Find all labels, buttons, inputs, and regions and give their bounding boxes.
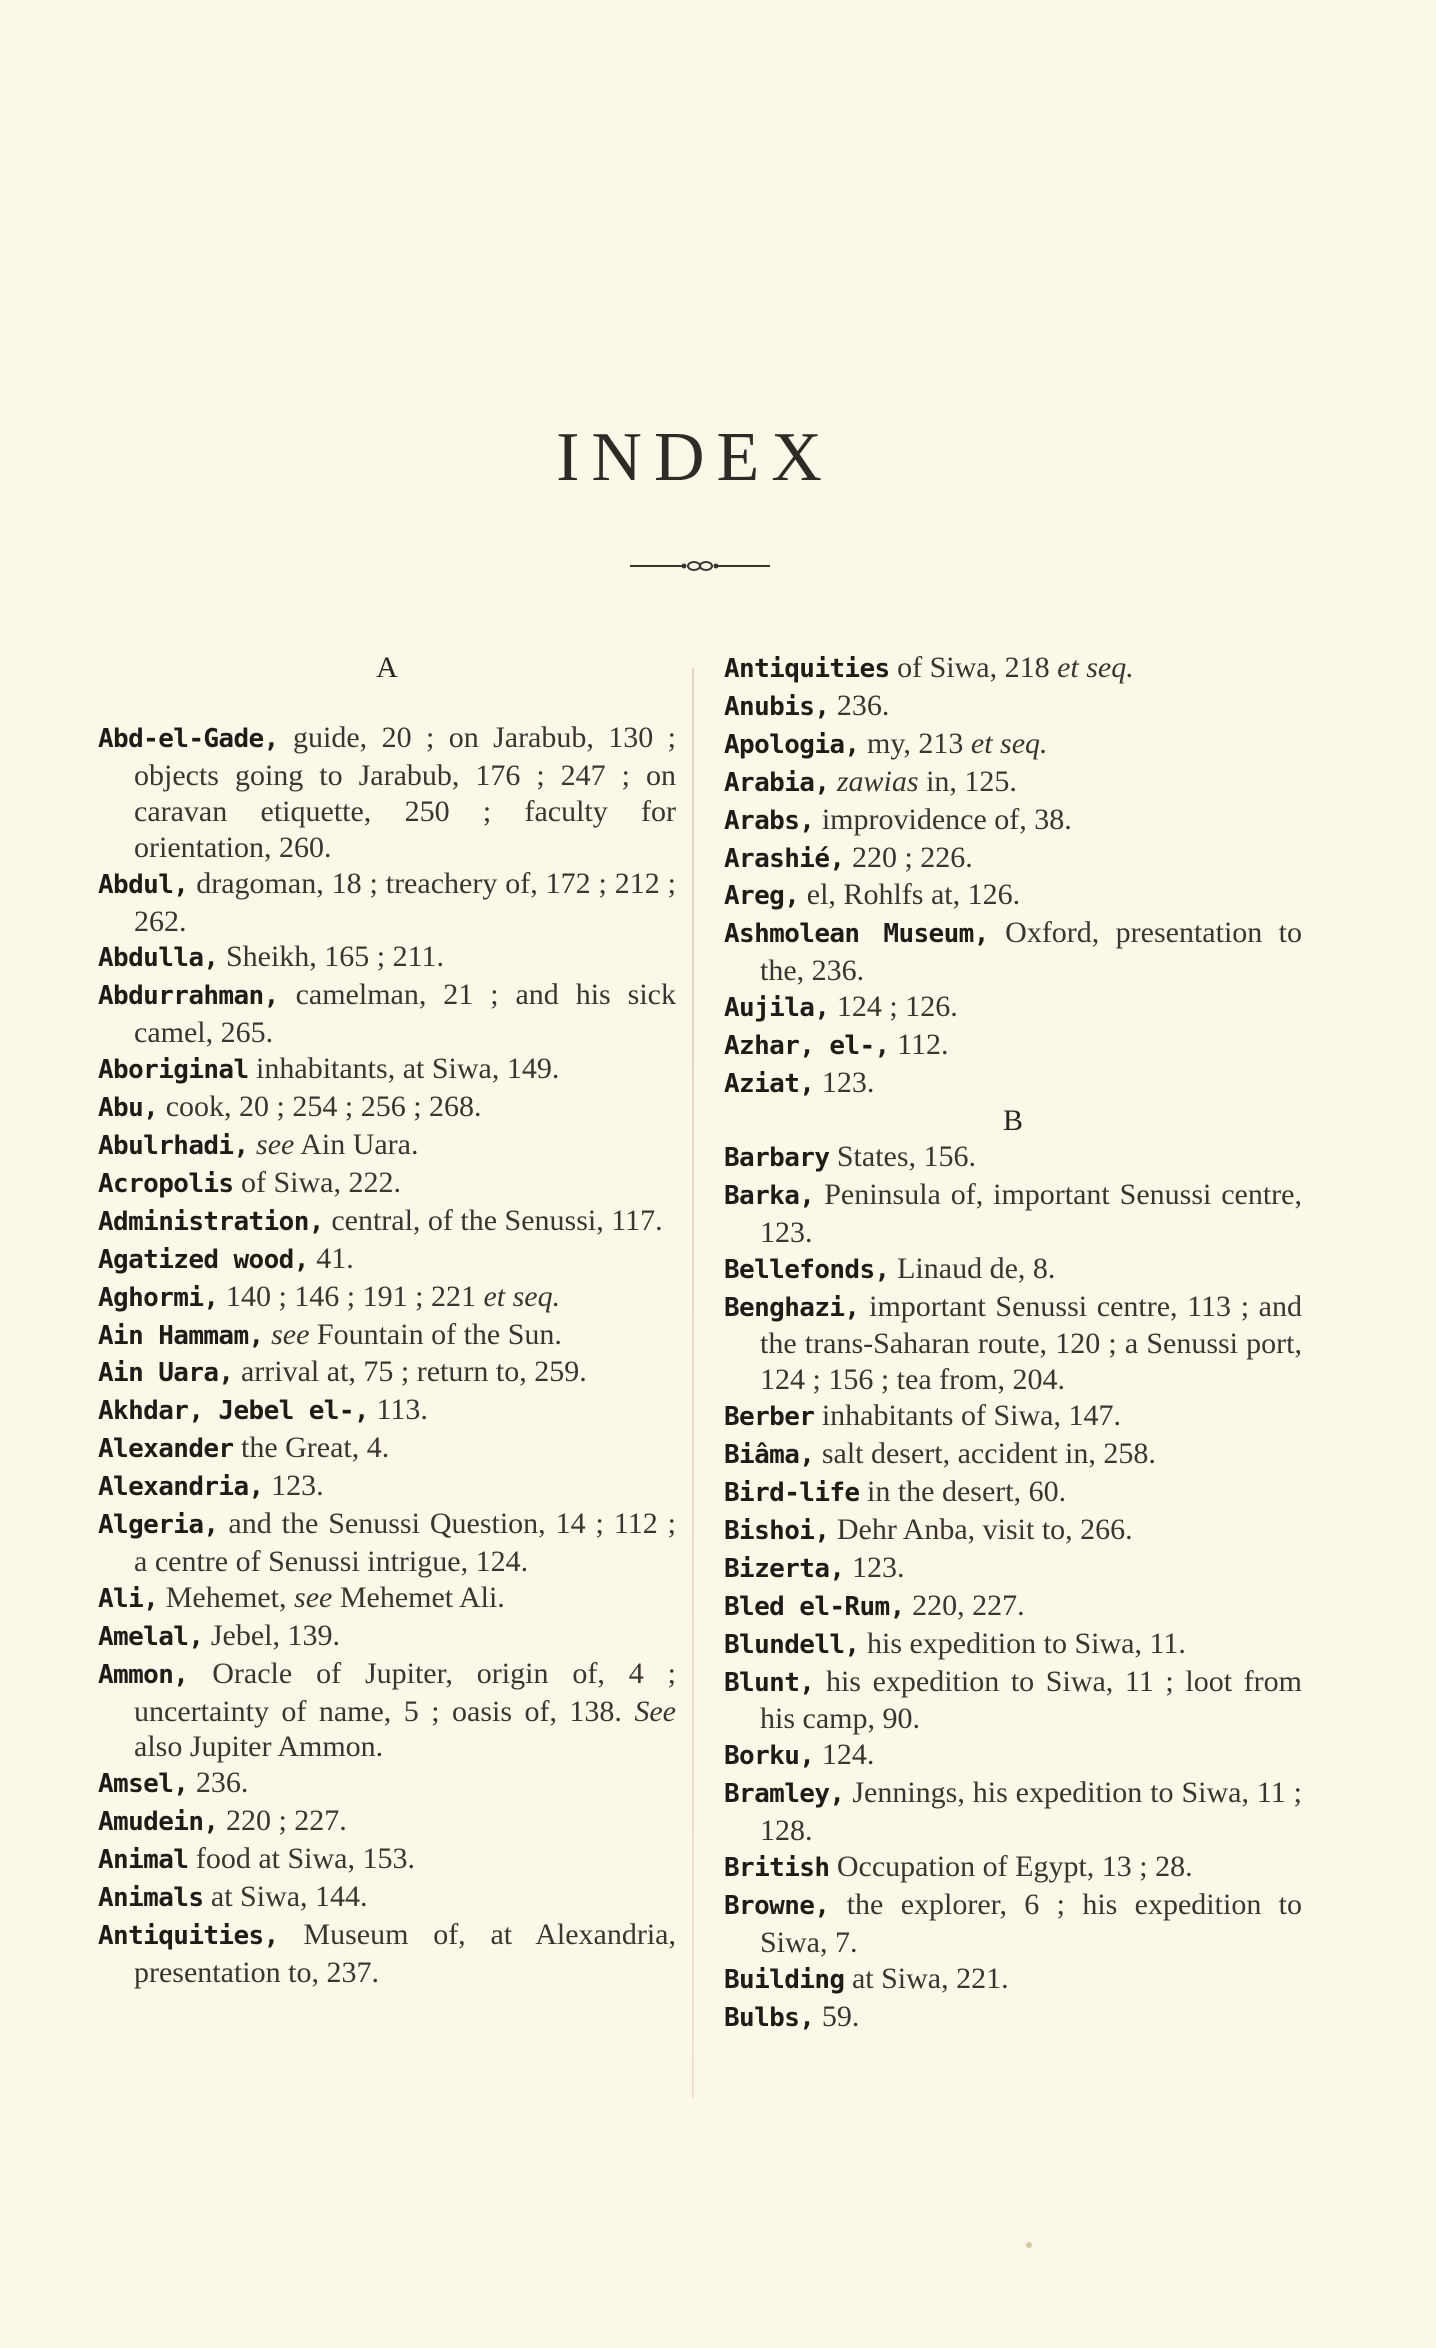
entry-text: 140 ; 146 ; 191 ; 221 [218,1279,484,1313]
entry-headword: Alexandria, [98,1472,264,1503]
entry-text: at Siwa, 144. [203,1880,368,1914]
entry-headword: Amelal, [98,1621,204,1652]
index-entry [98,720,676,866]
entry-headword: Bizerta, [724,1553,845,1584]
entry-text: 220 ; 226. [844,840,973,874]
entry-text: 236. [188,1766,249,1800]
entry-text [264,1318,272,1351]
index-entry [724,1474,1302,1512]
index-entry [98,1354,676,1392]
entry-headword: Aboriginal [98,1055,249,1086]
entry-text: inhabitants of Siwa, 147. [814,1399,1121,1433]
entry-text: salt desert, accident in, 258. [814,1437,1156,1471]
entry-headword: Abu, [98,1093,159,1124]
index-entry [98,1468,676,1506]
entry-text: important Senussi centre, 113 ; and the trans-Saharan route, 120 ; a Senussi port, 124 ; 156 ; tea from, 204. [760,1289,1302,1397]
index-entry [98,1089,676,1127]
entry-text: 112. [889,1028,949,1062]
entry-text: my, 213 [859,726,971,760]
entry-text: Linaud de, 8. [889,1251,1056,1285]
index-entry [98,1317,676,1355]
page-title: INDEX [556,419,834,496]
index-entries-b [724,1139,1302,2037]
entry-text: food at Siwa, 153. [188,1842,415,1876]
entry-headword: Ashmolean Museum, [724,919,989,950]
index-entry [724,802,1302,840]
entry-headword: Ammon, [98,1659,189,1690]
entry-headword: Arabs, [724,805,815,836]
entry-text: 236. [829,688,890,722]
index-entry [98,939,676,977]
entry-text: Fountain of the Sun. [309,1317,562,1351]
entry-text: 113. [368,1393,428,1427]
entry-text: States, 156. [829,1139,977,1173]
index-entry [724,1775,1302,1849]
index-entry [98,1279,676,1317]
entry-text: 124. [814,1738,875,1772]
entry-headword: Alexander [98,1434,234,1465]
section-letter-b: B [1002,1103,1023,1137]
index-entry [98,1656,676,1766]
index-entry [724,1289,1302,1399]
entry-text: el, Rohlfs at, 126. [799,878,1021,912]
entry-text: also Jupiter Ammon. [134,1730,384,1764]
index-entry [724,1550,1302,1588]
entry-text: inhabitants, at Siwa, 149. [248,1052,560,1086]
column-divider [692,668,694,2098]
index-entry [98,1879,676,1917]
entry-headword: Ain Hammam, [98,1320,264,1351]
entry-headword: Ali, [98,1583,159,1614]
entry-headword: Akhdar, Jebel el-, [98,1396,369,1427]
entry-text: Ain Uara. [294,1127,419,1161]
index-entry [98,1392,676,1430]
entry-headword: Bird-life [724,1478,860,1509]
entry-italic: zawias [836,764,919,798]
index-entry [98,1580,676,1618]
entry-headword: Bramley, [724,1779,845,1810]
index-entry [724,1961,1302,1999]
entry-headword: Agatized wood, [98,1244,309,1275]
index-entry [724,1398,1302,1436]
left-column [98,650,676,1991]
index-entry [724,1664,1302,1738]
entry-text: 220 ; 227. [218,1804,347,1838]
entry-headword: Azhar, el-, [724,1031,890,1062]
entry-text: 123. [263,1469,324,1503]
index-entry [98,1127,676,1165]
entry-headword: Abd-el-Gade, [98,724,279,754]
index-entry [98,1765,676,1803]
entry-headword: Barka, [724,1180,815,1211]
entry-text [249,1128,257,1161]
entry-italic: et seq. [1057,651,1134,684]
index-entry [724,1177,1302,1251]
entry-headword: Benghazi, [724,1292,860,1323]
paper-speck [1026,2242,1032,2248]
entry-headword: Algeria, [98,1510,219,1541]
entry-text: 124 ; 126. [829,990,958,1024]
index-entry [724,989,1302,1027]
entry-italic: See [634,1694,676,1728]
entry-text: Sheikh, 165 ; 211. [218,940,444,974]
entry-headword: Animals [98,1883,204,1914]
entry-headword: Borku, [724,1741,815,1772]
entry-headword: Amudein, [98,1807,219,1838]
entry-text: Mehemet Ali. [332,1580,505,1614]
entry-headword: Administration, [98,1206,324,1237]
entry-headword: Barbary [724,1142,830,1173]
entry-text: Mehemet, [158,1580,295,1614]
entry-headword: Biâma, [724,1440,815,1471]
entry-text: 41. [308,1241,354,1275]
index-entry [724,1849,1302,1887]
entry-text: camelman, 21 ; and his sick camel, 265. [134,978,676,1050]
entry-headword: Blunt, [724,1667,815,1698]
index-entry [724,688,1302,726]
right-column [724,650,1302,2037]
index-entry [98,1165,676,1203]
entry-text: Oracle of Jupiter, origin of, 4 ; uncertainty of name, 5 ; oasis of, 138. [134,1656,676,1728]
entry-text: the explorer, 6 ; his expedition to Siwa, 7. [760,1888,1302,1959]
index-entry [724,1512,1302,1550]
index-entry [724,726,1302,764]
index-entry [724,650,1302,688]
entry-text: in, 125. [918,764,1017,798]
index-entry [724,840,1302,878]
index-entry [724,1139,1302,1177]
entry-text: Oxford, presentation to the, 236. [760,916,1302,988]
index-entry [724,1887,1302,1961]
entry-headword: Acropolis [98,1168,234,1199]
entry-text: his expedition to Siwa, 11 ; loot from his camp, 90. [760,1664,1302,1736]
entry-text: cook, 20 ; 254 ; 256 ; 268. [158,1090,482,1124]
index-entry [724,764,1302,802]
entry-text: in the desert, 60. [859,1475,1067,1509]
entry-text: improvidence of, 38. [814,802,1072,836]
entry-headword: Aziat, [724,1068,815,1099]
entry-text: and the Senussi Question, 14 ; 112 ; a centre of Senussi intrigue, 124. [134,1507,676,1578]
entry-headword: Bulbs, [724,2002,815,2033]
entry-text: Jebel, 139. [203,1618,341,1652]
entry-text: his expedition to Siwa, 11. [859,1626,1186,1660]
entry-text: Jennings, his expedition to Siwa, 11 ; 128. [760,1776,1302,1848]
index-entry [724,915,1302,989]
entry-text: 220, 227. [904,1588,1025,1622]
index-entry [724,1436,1302,1474]
entry-headword: Arabia, [724,767,830,798]
entry-headword: Bellefonds, [724,1254,890,1285]
entry-text: 123. [844,1550,905,1584]
entry-headword: Bishoi, [724,1515,830,1546]
entry-text: 59. [814,1999,860,2033]
entry-headword: Amsel, [98,1769,189,1800]
entry-text: Dehr Anba, visit to, 266. [829,1512,1133,1546]
entry-headword: Antiquities, [98,1921,279,1951]
entry-text: of Siwa, 218 [889,651,1058,684]
ornamental-rule-icon [630,558,770,574]
entry-text: Peninsula of, important Senussi centre, 123. [760,1177,1302,1249]
entry-text: Museum of, at Alexandria, presentation to, 237. [134,1918,676,1989]
entry-text: central, of the Senussi, 117. [323,1203,663,1237]
entry-text: the Great, 4. [233,1431,390,1465]
index-entry [724,1737,1302,1775]
index-entry [98,1430,676,1468]
index-entry [724,1065,1302,1103]
index-entry [98,1618,676,1656]
index-entry [724,1626,1302,1664]
index-entry [98,977,676,1051]
entry-headword: Aujila, [724,993,830,1024]
entry-italic: see [256,1127,295,1161]
index-entry [724,1027,1302,1065]
entry-text: dragoman, 18 ; treachery of, 172 ; 212 ; 262. [134,866,676,938]
entry-headword: Abdul, [98,869,189,900]
entry-headword: Building [724,1964,845,1995]
entry-italic: see [271,1317,310,1351]
entry-headword: Areg, [724,881,800,912]
entry-headword: Abdulla, [98,943,219,974]
entry-italic: see [294,1580,333,1614]
index-entry [724,1251,1302,1289]
entry-text [829,765,837,798]
entry-text: of Siwa, 222. [233,1165,401,1199]
entry-headword: Aghormi, [98,1282,219,1313]
index-entry [724,877,1302,915]
entry-text: 123. [814,1065,875,1099]
index-entry [724,1999,1302,2037]
index-entry [98,1241,676,1279]
section-letter-a: A [376,651,398,684]
entry-headword: Blundell, [724,1629,860,1660]
entry-headword: Abdurrahman, [98,981,279,1012]
entry-headword: Browne, [724,1891,830,1921]
index-entries-a-right [724,650,1302,1103]
entry-headword: Animal [98,1845,189,1876]
entry-headword: Apologia, [724,729,860,760]
entry-headword: Bled el-Rum, [724,1591,905,1622]
entry-headword: British [724,1853,830,1884]
index-entry [98,1203,676,1241]
entry-headword: Arashié, [724,843,845,874]
entry-headword: Antiquities [724,654,890,684]
entry-headword: Ain Uara, [98,1358,234,1389]
entry-headword: Anubis, [724,691,830,722]
index-entry [98,1803,676,1841]
entry-text: Occupation of Egypt, 13 ; 28. [829,1850,1193,1884]
index-entry [98,1841,676,1879]
index-entry [98,1506,676,1580]
entry-text: at Siwa, 221. [844,1961,1009,1995]
entry-text: arrival at, 75 ; return to, 259. [233,1355,587,1389]
entry-italic: et seq. [970,726,1048,760]
index-entry [98,1051,676,1089]
index-entry [98,866,676,940]
index-entry [98,1917,676,1991]
entry-headword: Berber [724,1402,815,1433]
index-entries-a-left [98,720,676,1991]
entry-italic: et seq. [483,1279,561,1313]
entry-text: guide, 20 ; on Jarabub, 130 ; objects going to Jarabub, 176 ; 247 ; on caravan etiquette, 250 ; faculty for orientation, 260. [134,721,676,864]
index-entry [724,1588,1302,1626]
entry-headword: Abulrhadi, [98,1130,249,1161]
